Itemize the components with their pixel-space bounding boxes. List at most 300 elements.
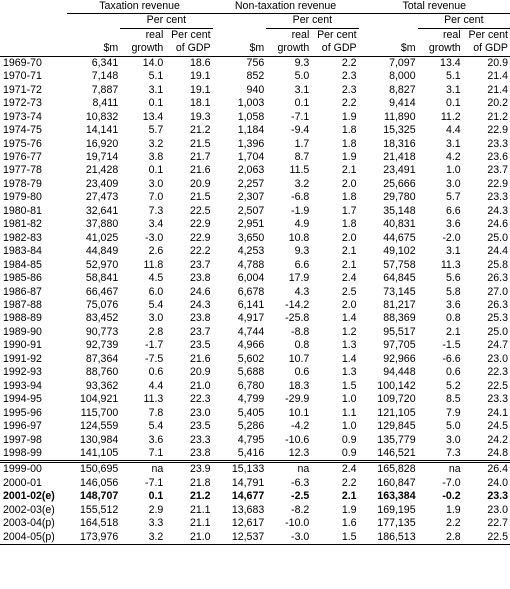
- row-year: 1985-86: [3, 272, 42, 285]
- table-row: [0, 56, 510, 70]
- row-value: 1.4: [341, 352, 357, 365]
- row-value: 155,512: [79, 503, 119, 516]
- row-year: 1982-83: [3, 231, 42, 244]
- row-year: 1993-94: [3, 379, 42, 392]
- row-value: 5.4: [148, 298, 164, 311]
- row-value: 23.3: [487, 490, 508, 503]
- row-value: 83,452: [85, 312, 119, 325]
- table-row: [0, 407, 510, 420]
- row-year: 1976-77: [3, 150, 42, 163]
- table-row: [0, 232, 510, 245]
- row-value: 7.9: [445, 406, 461, 419]
- table-row: [0, 70, 510, 83]
- row-value: 1.8: [341, 137, 357, 150]
- row-value: 1.9: [341, 150, 357, 163]
- row-value: 3.0: [445, 177, 461, 190]
- row-year: 1980-81: [3, 204, 42, 217]
- row-year: 1973-74: [3, 110, 42, 123]
- row-value: 10.7: [288, 352, 310, 365]
- row-value: 6.6: [294, 258, 310, 271]
- row-value: 5.1: [148, 70, 164, 83]
- row-value: 21.5: [189, 137, 211, 150]
- row-value: 3.6: [445, 298, 461, 311]
- growth-header: growth: [266, 42, 311, 56]
- row-value: 5.7: [445, 191, 461, 204]
- row-value: 23.8: [189, 446, 211, 459]
- table-row: [0, 353, 510, 366]
- row-year: 2003-04(p): [3, 517, 55, 530]
- row-value: 26.3: [487, 272, 508, 285]
- row-year: 1999-00: [0, 462, 67, 477]
- row-value: 4.2: [445, 150, 461, 163]
- row-value: -7.1: [291, 110, 310, 123]
- row-value: 148,707: [79, 490, 119, 503]
- row-value: 5.0: [294, 70, 310, 83]
- row-year: 1971-72: [3, 83, 42, 96]
- row-value: 160,847: [377, 476, 416, 489]
- row-value: 22.5: [463, 531, 510, 545]
- table-row: [0, 339, 510, 352]
- row-value: 40,831: [383, 218, 416, 231]
- row-value: 14,141: [85, 124, 119, 137]
- row-value: 6,141: [237, 298, 265, 311]
- row-value: 2.1: [341, 258, 357, 271]
- group-total: Total revenue: [359, 0, 510, 14]
- row-value: 5.2: [445, 379, 461, 392]
- row-value: 1.7: [341, 204, 357, 217]
- row-value: 21.5: [189, 191, 211, 204]
- row-value: 6,341: [91, 56, 119, 69]
- row-value: 5,416: [237, 446, 265, 459]
- gdp-header: of GDP: [311, 42, 358, 56]
- row-value: 146,521: [377, 446, 416, 459]
- row-value: 23.3: [487, 137, 508, 150]
- row-value: 2.1: [341, 490, 357, 503]
- row-value: 169,195: [377, 503, 416, 516]
- row-value: na: [120, 462, 165, 477]
- row-value: 24.4: [487, 245, 508, 258]
- row-year: 2004-05(p): [0, 531, 67, 545]
- row-value: 8.7: [294, 150, 310, 163]
- row-value: 58,841: [85, 272, 119, 285]
- row-value: 1.0: [341, 420, 357, 433]
- row-value: 940: [246, 83, 265, 96]
- row-value: 26.3: [487, 298, 508, 311]
- row-value: -1.7: [145, 339, 164, 352]
- row-value: 130,984: [79, 433, 119, 446]
- row-value: 25.0: [487, 231, 508, 244]
- row-value: 49,102: [383, 245, 416, 258]
- row-value: 23.9: [165, 462, 212, 477]
- row-value: 5,286: [237, 420, 265, 433]
- row-value: 8,000: [389, 70, 416, 83]
- row-value: 3.2: [294, 177, 310, 190]
- row-year: 1988-89: [3, 312, 42, 325]
- row-year: 1974-75: [3, 124, 42, 137]
- row-value: 0.8: [294, 339, 310, 352]
- row-value: 0.1: [294, 97, 310, 110]
- row-value: 97,705: [383, 339, 416, 352]
- row-year: 1970-71: [3, 70, 42, 83]
- row-value: 3,650: [237, 231, 265, 244]
- row-value: 8.5: [445, 393, 461, 406]
- row-value: 23.0: [487, 503, 508, 516]
- row-value: 9.3: [294, 245, 310, 258]
- row-value: 12,617: [231, 517, 265, 530]
- row-value: 23.7: [487, 164, 508, 177]
- real-header: real: [443, 28, 461, 41]
- group-nontaxation: Non-taxation revenue: [213, 0, 359, 14]
- row-value: 24.2: [487, 433, 508, 446]
- row-value: 23.0: [487, 352, 508, 365]
- row-value: 24.1: [487, 406, 508, 419]
- table-row: [0, 504, 510, 517]
- row-value: 6.0: [148, 285, 164, 298]
- row-year: 1977-78: [3, 164, 42, 177]
- row-value: 7,148: [91, 70, 119, 83]
- table-row: [0, 299, 510, 312]
- row-value: 4.3: [294, 285, 310, 298]
- row-value: na: [418, 462, 463, 477]
- row-year: 1978-79: [3, 177, 42, 190]
- row-value: 7,887: [91, 83, 119, 96]
- table-row: [0, 218, 510, 231]
- gdp-header: of GDP: [463, 42, 510, 56]
- row-value: 11,890: [383, 110, 416, 123]
- growth-header: growth: [418, 42, 463, 56]
- row-value: 27.0: [487, 285, 508, 298]
- row-value: 7.3: [148, 204, 164, 217]
- row-value: 121,105: [377, 406, 416, 419]
- row-value: 2.9: [148, 503, 164, 516]
- table-row: [0, 84, 510, 97]
- row-value: 88,760: [85, 366, 119, 379]
- row-year: 1996-97: [3, 420, 42, 433]
- row-value: 94,448: [383, 366, 416, 379]
- row-value: 2.2: [341, 476, 357, 489]
- row-value: -1.5: [442, 339, 461, 352]
- row-value: 0.9: [341, 433, 357, 446]
- row-value: 25.3: [487, 312, 508, 325]
- row-value: 124,559: [79, 420, 119, 433]
- row-year: 1997-98: [3, 433, 42, 446]
- row-value: 7.3: [445, 446, 461, 459]
- row-value: 4,788: [237, 258, 265, 271]
- row-year: 1990-91: [3, 339, 42, 352]
- row-value: 1.8: [341, 218, 357, 231]
- row-value: 22.5: [189, 204, 211, 217]
- row-year: 1972-73: [3, 97, 42, 110]
- row-value: 163,384: [377, 490, 416, 503]
- row-value: 7,097: [389, 56, 416, 69]
- row-value: 2,307: [237, 191, 265, 204]
- row-value: 19.1: [189, 83, 211, 96]
- row-value: 0.1: [445, 97, 461, 110]
- table-row: [0, 517, 510, 530]
- row-value: 0.1: [148, 97, 164, 110]
- row-value: 21.1: [189, 517, 211, 530]
- row-value: 21.8: [189, 476, 211, 489]
- header-row-3: [0, 42, 510, 56]
- row-value: 1,003: [237, 97, 265, 110]
- row-value: 2.0: [341, 298, 357, 311]
- table-row: [0, 490, 510, 503]
- row-value: 1.2: [341, 325, 357, 338]
- row-value: 3.6: [148, 433, 164, 446]
- table-row: [0, 151, 510, 164]
- row-value: 0.9: [341, 446, 357, 459]
- row-value: 21.2: [189, 124, 211, 137]
- row-value: 173,976: [67, 531, 121, 545]
- row-value: 41,025: [85, 231, 119, 244]
- table-row: [0, 312, 510, 325]
- growth-header: growth: [120, 42, 165, 56]
- table-row: [0, 447, 510, 462]
- row-year: 1979-80: [3, 191, 42, 204]
- row-value: 22.9: [189, 231, 211, 244]
- row-value: 1,396: [237, 137, 265, 150]
- row-value: 27,473: [85, 191, 119, 204]
- row-value: -0.2: [442, 490, 461, 503]
- row-value: 21.4: [487, 70, 508, 83]
- row-value: 90,773: [85, 325, 119, 338]
- row-value: 21.6: [189, 352, 211, 365]
- row-value: 21.0: [165, 531, 212, 545]
- row-value: 19.1: [189, 70, 211, 83]
- row-value: 15,325: [383, 124, 416, 137]
- row-value: 3.0: [445, 433, 461, 446]
- row-value: 23.7: [189, 258, 211, 271]
- row-value: 1.5: [341, 379, 357, 392]
- row-value: -2.0: [442, 231, 461, 244]
- table-row: [0, 434, 510, 447]
- per-cent-header: Per cent: [266, 14, 358, 28]
- row-year: 1989-90: [3, 325, 42, 338]
- row-value: 22.3: [487, 366, 508, 379]
- row-value: 29,780: [383, 191, 416, 204]
- row-value: 2.4: [341, 272, 357, 285]
- row-value: 2.4: [311, 462, 358, 477]
- row-value: 19,714: [85, 150, 119, 163]
- row-value: 24.3: [487, 204, 508, 217]
- row-value: 25.0: [487, 325, 508, 338]
- row-value: 23.8: [189, 272, 211, 285]
- row-value: 150,695: [67, 462, 121, 477]
- row-value: 21.7: [189, 150, 211, 163]
- row-value: 3.3: [148, 517, 164, 530]
- row-value: 18.3: [288, 379, 310, 392]
- row-value: 1.1: [341, 406, 357, 419]
- row-value: 2.1: [445, 325, 461, 338]
- row-value: 3.1: [294, 83, 310, 96]
- row-value: 22.5: [487, 379, 508, 392]
- row-value: 5.0: [445, 420, 461, 433]
- row-value: 4,744: [237, 325, 265, 338]
- row-value: 21.6: [189, 164, 211, 177]
- row-value: 3.1: [445, 83, 461, 96]
- table-row: [0, 477, 510, 490]
- row-value: 23.0: [189, 406, 211, 419]
- header-row-2: [0, 28, 510, 42]
- row-value: 8,827: [389, 83, 416, 96]
- row-value: 5.4: [148, 420, 164, 433]
- row-value: 6.6: [445, 204, 461, 217]
- table-row: [0, 138, 510, 151]
- row-value: 1.8: [341, 124, 357, 137]
- row-value: 57,758: [383, 258, 416, 271]
- row-value: 21.0: [189, 379, 211, 392]
- row-value: 4,799: [237, 393, 265, 406]
- row-year: 1991-92: [3, 352, 42, 365]
- row-year: 1998-99: [3, 446, 42, 459]
- row-value: 3.0: [148, 312, 164, 325]
- row-year: 2002-03(e): [3, 503, 55, 516]
- row-year: 1984-85: [3, 258, 42, 271]
- row-value: 23.3: [487, 191, 508, 204]
- row-value: 4,917: [237, 312, 265, 325]
- row-year: 1994-95: [3, 393, 42, 406]
- row-value: 4.9: [294, 218, 310, 231]
- per-cent-header: Per cent: [171, 28, 211, 41]
- row-value: 24.6: [487, 218, 508, 231]
- row-value: -10.0: [285, 517, 310, 530]
- row-value: 44,849: [85, 245, 119, 258]
- row-value: 23.3: [189, 433, 211, 446]
- row-value: 115,700: [80, 406, 119, 419]
- row-value: 20.2: [487, 97, 508, 110]
- row-value: 10.8: [288, 231, 310, 244]
- row-year: 1987-88: [3, 298, 42, 311]
- row-value: 1.9: [445, 503, 461, 516]
- row-value: 11.3: [143, 393, 164, 406]
- row-value: 20.9: [189, 177, 211, 190]
- row-value: 5.8: [445, 285, 461, 298]
- row-value: 0.6: [445, 366, 461, 379]
- row-value: 1.0: [445, 164, 461, 177]
- row-value: 2.1: [341, 164, 357, 177]
- row-value: 2.8: [418, 531, 463, 545]
- row-value: 95,517: [383, 325, 416, 338]
- per-cent-header: Per cent: [317, 28, 357, 41]
- row-value: 5.6: [445, 272, 461, 285]
- row-value: 19.3: [189, 110, 211, 123]
- row-value: -7.1: [145, 476, 164, 489]
- row-value: -25.8: [285, 312, 310, 325]
- row-value: 756: [246, 56, 265, 69]
- table-row: [0, 191, 510, 204]
- table-row: [0, 97, 510, 110]
- row-value: 3.2: [148, 137, 164, 150]
- row-value: -7.0: [442, 476, 461, 489]
- table-row: [0, 205, 510, 218]
- row-value: 3.6: [445, 218, 461, 231]
- row-value: 1.9: [341, 110, 357, 123]
- row-value: 186,513: [359, 531, 418, 545]
- row-value: 9,414: [389, 97, 416, 110]
- row-value: 129,845: [377, 420, 416, 433]
- gdp-header: of GDP: [165, 42, 212, 56]
- table-row: [0, 286, 510, 299]
- row-value: 2,951: [237, 218, 265, 231]
- row-value: 23.6: [487, 150, 508, 163]
- row-value: 92,739: [85, 339, 119, 352]
- row-value: -3.0: [266, 531, 311, 545]
- row-value: 73,145: [383, 285, 416, 298]
- row-value: 13.4: [142, 110, 164, 123]
- row-value: 5,602: [237, 352, 265, 365]
- row-value: 1.5: [311, 531, 358, 545]
- row-value: 22.9: [487, 124, 508, 137]
- row-value: 24.3: [189, 298, 211, 311]
- row-year: 1995-96: [3, 406, 42, 419]
- row-value: 1,058: [237, 110, 265, 123]
- row-value: 22.3: [189, 393, 211, 406]
- row-value: 21,418: [383, 150, 416, 163]
- row-value: 44,675: [383, 231, 416, 244]
- row-value: -1.9: [291, 204, 310, 217]
- dollars-header: $m: [67, 42, 121, 56]
- row-value: 22.2: [189, 245, 211, 258]
- row-value: 100,142: [377, 379, 416, 392]
- row-value: 21.4: [487, 83, 508, 96]
- group-taxation: Taxation revenue: [67, 0, 213, 14]
- per-cent-header: Per cent: [120, 14, 212, 28]
- row-value: 12.3: [288, 446, 310, 459]
- row-value: 13,683: [231, 503, 265, 516]
- row-value: 7.8: [148, 406, 164, 419]
- row-value: 10,832: [85, 110, 119, 123]
- row-value: 2.0: [341, 231, 357, 244]
- row-value: 24.7: [487, 339, 508, 352]
- row-value: 2.1: [341, 245, 357, 258]
- row-value: 11.2: [440, 110, 461, 123]
- row-value: -6.6: [442, 352, 461, 365]
- row-value: 23.5: [189, 339, 211, 352]
- row-value: 4,966: [237, 339, 265, 352]
- row-value: 37,880: [85, 218, 119, 231]
- row-value: 141,105: [79, 446, 119, 459]
- table-row: [0, 326, 510, 339]
- row-value: 0.8: [445, 312, 461, 325]
- row-value: 75,076: [85, 298, 119, 311]
- row-value: 10.1: [288, 406, 310, 419]
- row-value: 11.5: [289, 164, 310, 177]
- dollars-header: $m: [213, 42, 267, 56]
- table-row: [0, 111, 510, 124]
- row-value: 66,467: [85, 285, 119, 298]
- row-value: -2.5: [291, 490, 310, 503]
- row-value: 2.8: [148, 325, 164, 338]
- row-value: 64,845: [383, 272, 416, 285]
- row-year: 1992-93: [3, 366, 42, 379]
- row-value: 2.6: [148, 245, 164, 258]
- row-value: 3.1: [445, 245, 461, 258]
- row-value: 3.1: [445, 137, 461, 150]
- row-value: 18.6: [189, 56, 211, 69]
- table-row: [0, 259, 510, 272]
- row-value: 4,253: [237, 245, 265, 258]
- row-value: 16,920: [85, 137, 119, 150]
- row-value: 1,704: [237, 150, 265, 163]
- row-value: 52,970: [85, 258, 119, 271]
- row-value: 24.8: [487, 446, 508, 459]
- row-value: -7.5: [145, 352, 164, 365]
- row-value: 3.0: [148, 177, 164, 190]
- row-year: 1983-84: [3, 245, 42, 258]
- row-value: 32,641: [85, 204, 119, 217]
- row-value: 6,004: [237, 272, 265, 285]
- table-row: [0, 380, 510, 393]
